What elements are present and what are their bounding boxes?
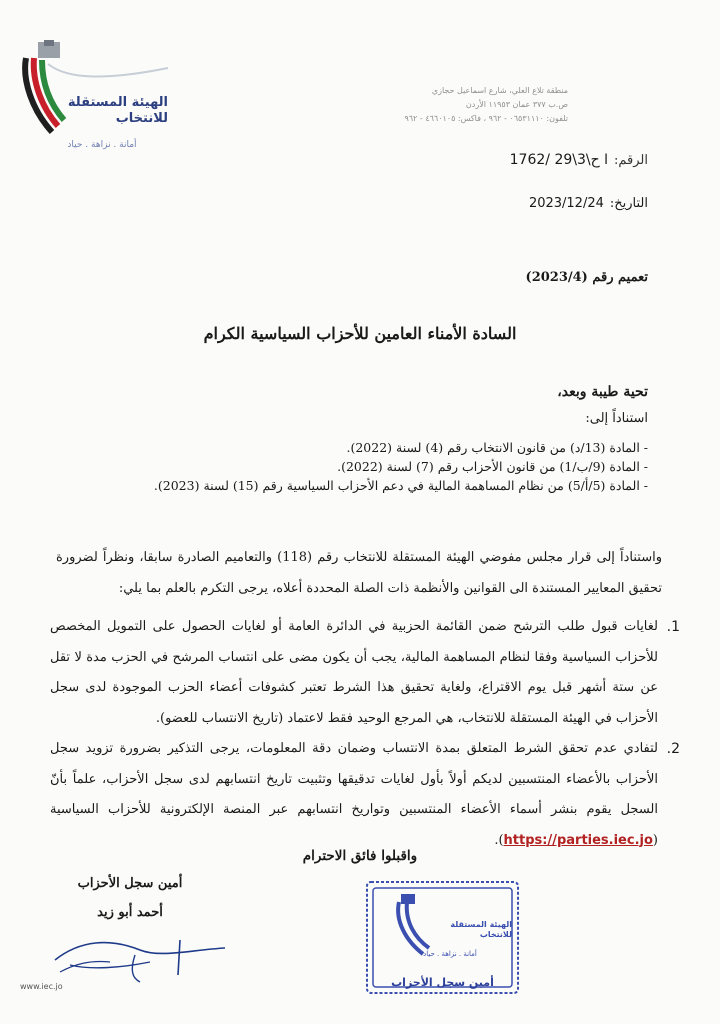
intro-paragraph: واستناداً إلى قرار مجلس مفوضي الهيئة المستقلة للانتخاب رقم (118) والتعاميم الصادرة سابقا، ونظراً لضرورة تحقيق المعايير المستندة الى القوانين والأنظمة ذات الصلة المحددة أعلاه، يرجى التكرم بالعلم بما يلي: [56, 550, 662, 596]
based-on-label: استناداً إلى: [585, 411, 648, 426]
reference-item: - المادة (9/ب/1) من قانون الأحزاب رقم (7) لسنة (2022). [337, 459, 648, 474]
org-address: منطقة تلاع العلي، شارع اسماعيل حجازي ص.ب ٣٧٧ عمان ١١٩٥٣ الأردن تلفون: ٠٦٥٣١١١٠ - ٩٦٢ ، فاكس: ٤٦٦٠١٠٥ - ٩٦٢ [404, 86, 568, 123]
list-item: 2. لتفادي عدم تحقق الشرط المتعلق بمدة الانتساب وضمان دقة المعلومات، يرجى التذكير بضرورة تزويد سجل الأحزاب بالأعضاء المنتسبين لديكم أولاً بأول لغايات تدقيقها وتثبيت تاريخ انتسابهم لدى سجل الأحزاب، علماً بأنّ السجل يقوم بنشر أسماء الأعضاء المنتسبين وتواريخ انتسابهم عبر المنصة الإلكترونية للأحزاب السياسية (https://parties.iec.jo). [50, 741, 680, 848]
stamp-org-name: الهيئة المستقلة للانتخاب [450, 920, 512, 939]
legal-references [88, 438, 648, 495]
handwritten-signature-icon [50, 920, 230, 990]
circular-number: تعميم رقم (2023/4) [525, 270, 648, 285]
logo-tagline: أمانة . نزاهة . حياد [67, 140, 137, 150]
signatory-title: أمين سجل الأحزاب [77, 876, 183, 891]
stamp-title: أمين سجل الأحزاب [391, 976, 494, 989]
recipients-heading: السادة الأمناء العامين للأحزاب السياسية الكرام [203, 324, 517, 343]
parties-portal-link[interactable]: https://parties.iec.jo [503, 832, 653, 848]
stamp-tagline: أمانة . نزاهة . حياد [423, 950, 477, 958]
reference-item: - المادة (13/د) من قانون الانتخاب رقم (4) لسنة (2022). [346, 440, 648, 455]
signatory-name: أحمد أبو زيد [97, 905, 163, 920]
greeting: تحية طيبة وبعد، [557, 384, 648, 400]
letter-date: التاريخ: 2023/12/24 [528, 196, 648, 211]
list-item: 1. لغايات قبول طلب الترشح ضمن القائمة الحزبية في الدائرة العامة أو لغايات الحصول على التمويل المخصص للأحزاب السياسية وفقا لنظام المساهمة المالية، يجب أن يكون مضى على انتساب المرشح في الحزب مدة لا تقل عن ستة أشهر قبل يوم الاقتراع، ولغاية تحقيق هذا الشرط تعتبر كشوفات أعضاء الحزب الموجودة لدى سجل الأحزاب في الهيئة المستقلة للانتخاب، هي المرجع الوحيد فقط لاعتماد (تاريخ الانتساب للعضو). [50, 619, 680, 726]
numbered-list [50, 612, 680, 856]
reference-number: الرقم: ا ح\3\29 /1762 [509, 152, 648, 168]
logo-org-name: الهيئة المستقلة للانتخاب [67, 95, 168, 126]
footer-website: www.iec.jo [20, 982, 63, 991]
reference-item: - المادة (5/أ/5) من نظام المساهمة المالية في دعم الأحزاب السياسية رقم (15) لسنة (2023). [153, 478, 648, 493]
closing-line: واقبلوا فائق الاحترام [302, 848, 418, 864]
